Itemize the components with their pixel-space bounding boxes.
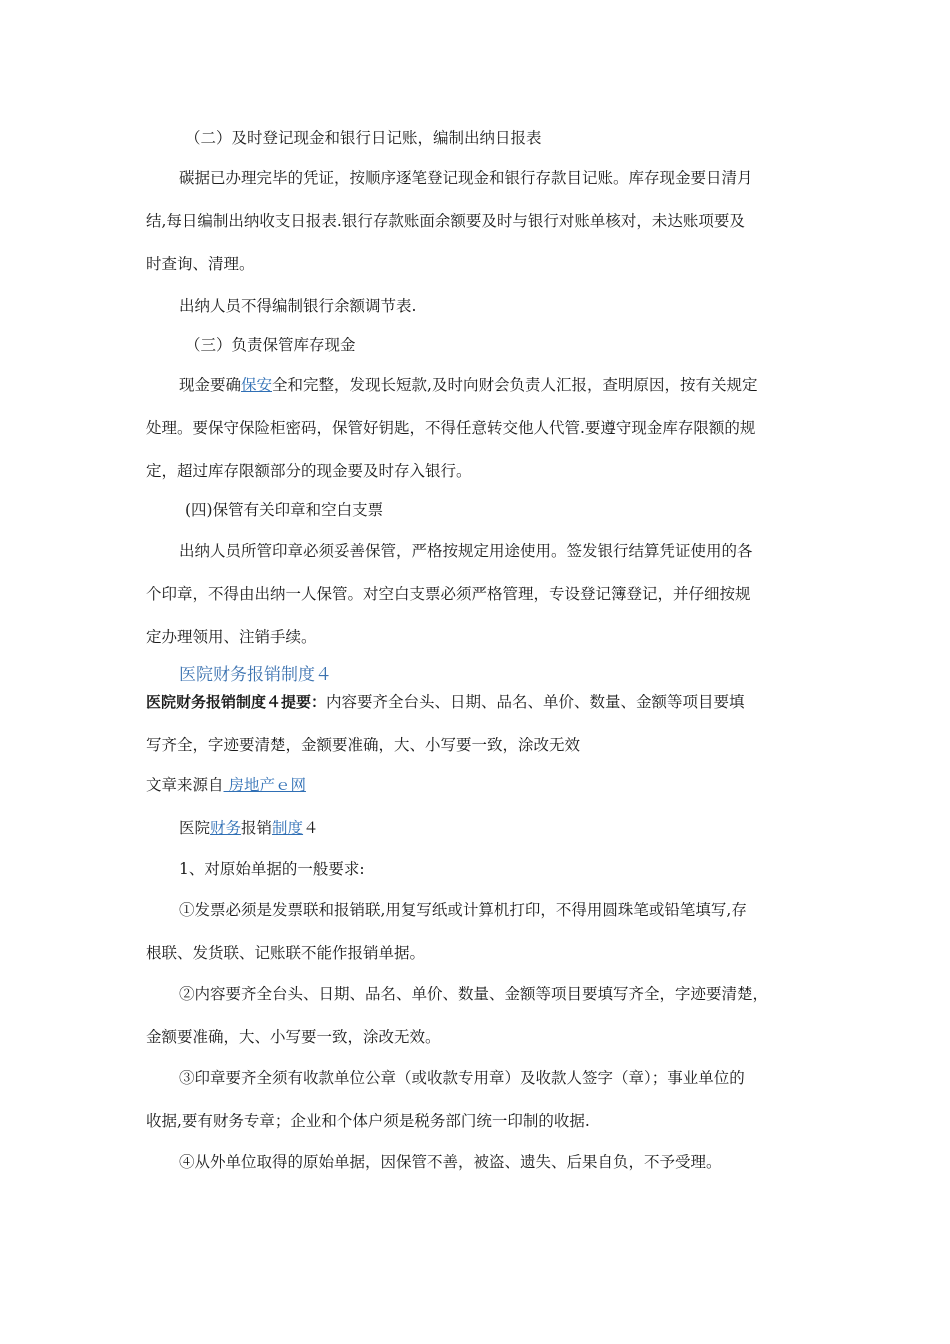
source-prefix: 文章来源自 xyxy=(146,776,224,794)
text-span: 医院 xyxy=(179,819,211,837)
paragraph-line: 定，超过库存限额部分的现金要及时存入银行。 xyxy=(146,462,472,480)
paragraph-line: 写齐全，字迹要清楚，金额要准确，大、小写要一致，涂改无效 xyxy=(146,736,581,754)
section-4-title: (四)保管有关印章和空白支票 xyxy=(185,501,384,519)
paragraph-line: 时查询、清理。 xyxy=(146,255,255,273)
paragraph-line: 结,每日编制出纳收支日报表.银行存款账面余额要及时与银行对账单核对，未达账项要及 xyxy=(146,212,745,230)
paragraph-line: ④从外单位取得的原始单据，因保管不善，被盗、遗失、后果自负，不予受理。 xyxy=(179,1153,722,1171)
paragraph-line: 根联、发货联、记账联不能作报销单据。 xyxy=(146,944,426,962)
paragraph-line: 金额要准确，大、小写要一致，涂改无效。 xyxy=(146,1028,441,1046)
source-line xyxy=(146,775,306,795)
section-2-title: （二）及时登记现金和银行日记账，编制出纳日报表 xyxy=(185,129,542,147)
baoan-link[interactable]: 保安 xyxy=(241,376,273,394)
paragraph-line: 处理。要保守保险柜密码，保管好钥匙，不得任意转交他人代管.要遵守现金库存限额的规 xyxy=(146,419,756,437)
caiwu-link[interactable]: 财务 xyxy=(210,819,242,837)
text-span: 全和完整，发现长短款,及时向财会负责人汇报，查明原因，按有关规定 xyxy=(272,376,758,394)
paragraph-line xyxy=(179,375,757,395)
lead-text: 内容要齐全台头、日期、品名、单价、数量、金额等项目要填 xyxy=(326,693,745,711)
paragraph-line: 碳据已办理完毕的凭证，按顺序逐笔登记现金和银行存款目记账。库存现金要日清月 xyxy=(179,169,753,187)
lead-label: 医院财务报销制度４提要： xyxy=(146,693,327,711)
text-span: 报销 xyxy=(241,819,273,837)
article-title-line xyxy=(179,818,319,838)
section-3-title: （三）负责保管库存现金 xyxy=(185,336,356,354)
article-heading: 医院财务报销制度４ xyxy=(179,665,332,685)
paragraph-line: 收据,要有财务专章；企业和个体户须是税务部门统一印制的收据. xyxy=(146,1112,590,1130)
text-span: 现金要确 xyxy=(179,376,242,394)
paragraph-line: 个印章，不得由出纳一人保管。对空白支票必须严格管理，专设登记簿登记，并仔细按规 xyxy=(146,585,751,603)
article-lead xyxy=(146,692,745,712)
paragraph-line: ③印章要齐全须有收款单位公章（或收款专用章）及收款人签字（章）；事业单位的 xyxy=(179,1069,745,1087)
paragraph-line: 出纳人员所管印章必须妥善保管，严格按规定用途使用。签发银行结算凭证使用的各 xyxy=(179,542,753,560)
zhidu-link[interactable]: 制度 xyxy=(272,819,304,837)
text-span: ４ xyxy=(303,819,319,837)
paragraph-line: ②内容要齐全台头、日期、品名、单价、数量、金额等项目要填写齐全，字迹要清楚， xyxy=(179,985,769,1003)
paragraph-line: 出纳人员不得编制银行余额调节表. xyxy=(179,297,417,315)
source-link[interactable]: 房地产ｅ网 xyxy=(223,776,306,794)
paragraph-line: 定办理领用、注销手续。 xyxy=(146,628,317,646)
requirements-title: 1、对原始单据的一般要求: xyxy=(179,860,365,878)
paragraph-line: ①发票必须是发票联和报销联,用复写纸或计算机打印，不得用圆珠笔或铅笔填写,存 xyxy=(179,901,747,919)
